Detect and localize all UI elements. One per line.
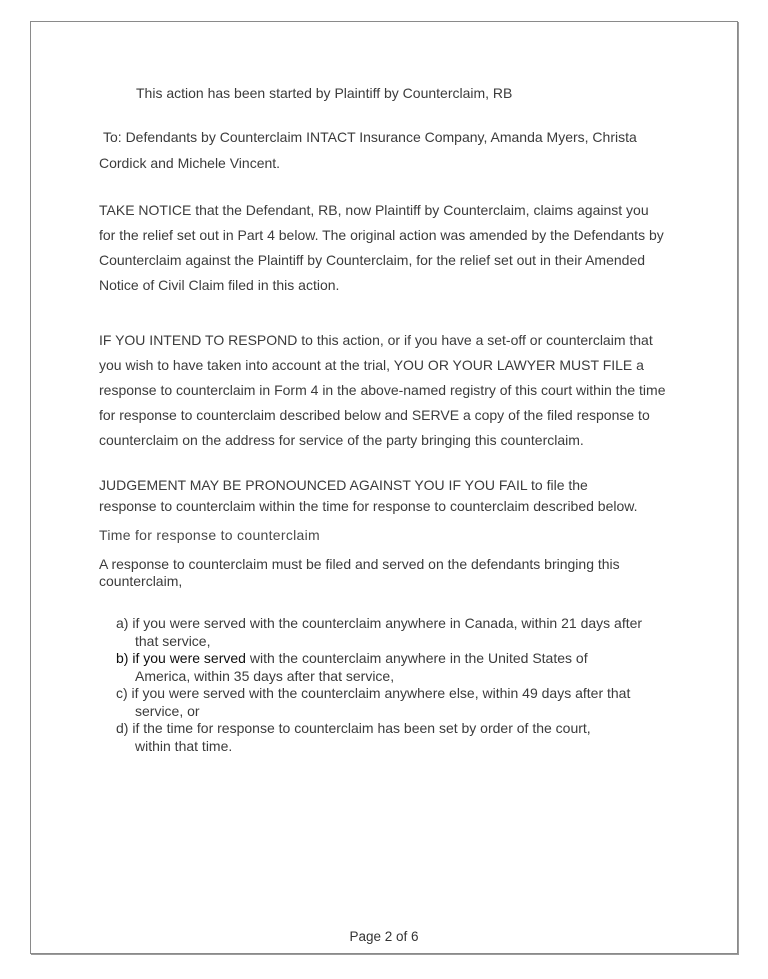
list-item-canada	[116, 615, 703, 650]
response-intro-line-2: counterclaim,	[99, 573, 183, 589]
list-item-court-order-line-2: within that time.	[135, 737, 233, 754]
list-item-anywhere-else-line-1: c) if you were served with the counterclaim anywhere else, within 49 days after that	[116, 685, 631, 701]
take-notice-line-2: for the relief set out in Part 4 below. The original action was amended by the Defendants by	[99, 227, 664, 243]
list-item-court-order	[116, 720, 703, 755]
to-parties-line-2: Cordick and Michele Vincent.	[99, 155, 281, 171]
take-notice-line-1: TAKE NOTICE that the Defendant, RB, now Plaintiff by Counterclaim, claims against you	[99, 202, 649, 218]
to-parties-paragraph	[99, 124, 703, 176]
list-item-canada-line-1: a) if you were served with the counterclaim anywhere in Canada, within 21 days after	[116, 615, 643, 631]
to-parties-line-1: To: Defendants by Counterclaim INTACT Insurance Company, Amanda Myers, Christa	[103, 129, 637, 145]
time-for-response-heading	[99, 525, 703, 546]
list-item-united-states-rest: with the counterclaim anywhere in the United States of	[249, 650, 588, 666]
action-started-line: This action has been started by Plaintiff by Counterclaim, RB	[136, 85, 513, 101]
list-item-court-order-line-1: d) if the time for response to counterclaim has been set by order of the court,	[116, 720, 591, 736]
action-started-paragraph	[99, 80, 703, 106]
judgement-warning-paragraph	[99, 475, 703, 517]
list-item-united-states	[116, 650, 703, 685]
list-item-anywhere-else	[116, 685, 703, 720]
document-body	[31, 22, 737, 755]
take-notice-line-3: Counterclaim against the Plaintiff by Counterclaim, for the relief set out in their Amended	[99, 252, 646, 268]
intend-respond-paragraph	[99, 328, 703, 453]
response-intro-paragraph	[99, 556, 703, 590]
intend-respond-line-3: response to counterclaim in Form 4 in the above-named registry of this court within the time	[99, 382, 666, 398]
take-notice-paragraph	[99, 198, 703, 298]
list-item-united-states-line-1	[116, 650, 703, 668]
list-item-united-states-line-2: America, within 35 days after that service,	[135, 667, 395, 684]
intend-respond-line-2: you wish to have taken into account at the trial, YOU OR YOUR LAWYER MUST FILE a	[99, 357, 644, 373]
list-item-united-states-emphasis: b) if you were served	[116, 650, 250, 666]
intend-respond-line-5: counterclaim on the address for service of the party bringing this counterclaim.	[99, 432, 584, 448]
document-page	[30, 21, 738, 954]
time-for-response-heading-line: Time for response to counterclaim	[99, 527, 321, 543]
list-item-anywhere-else-line-2: service, or	[135, 702, 200, 719]
judgement-warning-line-1: JUDGEMENT MAY BE PRONOUNCED AGAINST YOU IF YOU FAIL to file the	[99, 477, 588, 493]
response-intro-line-1: A response to counterclaim must be filed and served on the defendants bringing this	[99, 556, 620, 572]
list-item-canada-line-2: that service,	[135, 632, 211, 649]
service-timeline-list	[99, 615, 703, 755]
page-footer	[31, 929, 737, 945]
page-number-label: Page 2 of 6	[349, 929, 419, 944]
intend-respond-line-1: IF YOU INTEND TO RESPOND to this action, or if you have a set-off or counterclaim that	[99, 332, 653, 348]
intend-respond-line-4: for response to counterclaim described below and SERVE a copy of the filed response to	[99, 407, 650, 423]
take-notice-line-4: Notice of Civil Claim filed in this action.	[99, 277, 340, 293]
judgement-warning-line-2: response to counterclaim within the time for response to counterclaim described below.	[99, 498, 638, 514]
